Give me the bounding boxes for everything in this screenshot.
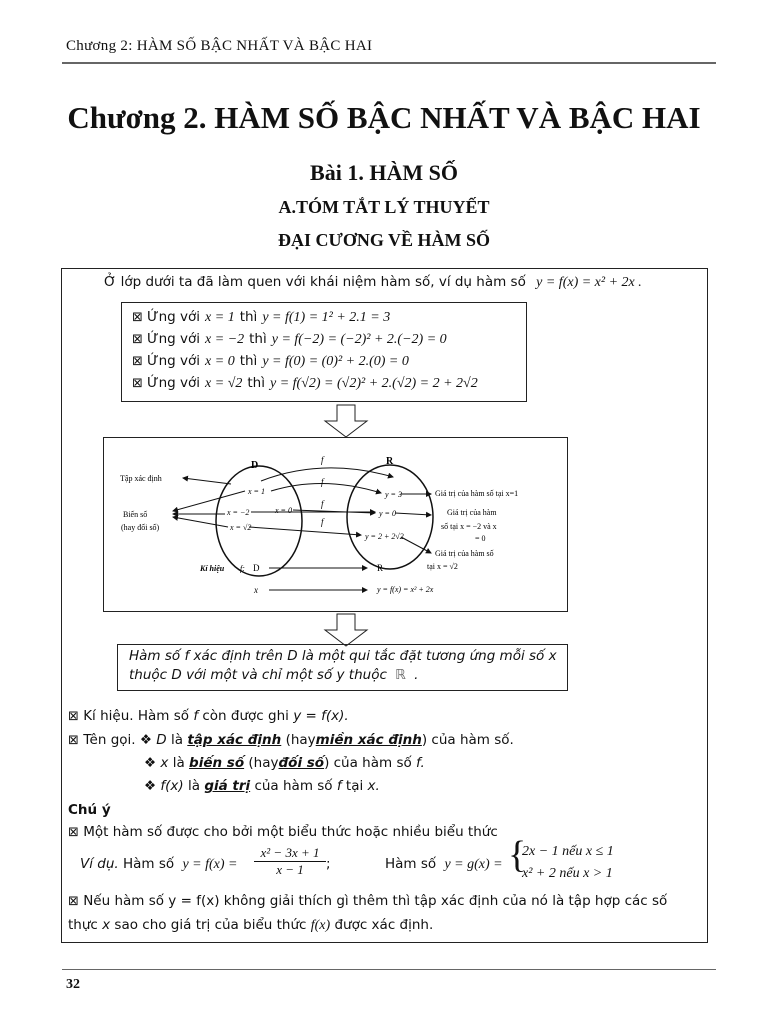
label-bien-so: Biến số	[123, 510, 148, 519]
boxed-cross-icon: ⊠	[132, 376, 148, 391]
chu-y-line-2-text: Nếu hàm số y = f(x) không giải thích gì thêm thì tập xác định của nó là tập hợp các số	[83, 893, 668, 909]
definition-line-1: Hàm số f xác định trên D là một qui tắc đặt tương ứng mỗi số x	[129, 648, 557, 664]
fraction-denominator: x − 1	[276, 862, 304, 877]
label-ki-hieu-f: f:	[240, 564, 245, 573]
label-ki-hieu: Kí hiệu	[200, 564, 225, 573]
ham-so-label-2: Hàm số	[385, 856, 437, 872]
f-end: f.	[416, 755, 425, 771]
label-gia-tri-3a: Giá trị của hàm số	[435, 549, 494, 558]
bien-so-line	[144, 755, 425, 771]
boxed-cross-icon: ⊠	[68, 894, 79, 909]
boxed-cross-icon: ⊠	[132, 354, 148, 369]
line3-text: sao cho giá trị của biểu thức	[114, 917, 307, 933]
example-condition: x = 1	[205, 310, 235, 325]
example-row	[132, 375, 483, 392]
example-equation: y = f(√2) = (√2)² + 2.(√2) = 2 + 2√2	[270, 376, 478, 391]
boxed-cross-icon: ⊠	[132, 310, 148, 325]
chu-y-line-2	[68, 893, 667, 909]
label-map-y: y = f(x) = x² + 2x	[377, 585, 434, 594]
hay-2: (hay	[248, 755, 279, 771]
g-line	[385, 856, 503, 873]
x-value-1: x = 1	[248, 487, 265, 496]
page-number: 32	[66, 977, 80, 992]
example-prefix: Ứng với	[147, 353, 201, 369]
f-symbol: f	[336, 778, 342, 794]
example-then: thì	[239, 309, 258, 325]
la-3: là	[187, 778, 201, 794]
cua-ham-so-1: ) của hàm số.	[421, 732, 514, 748]
set-d-ellipse	[216, 466, 302, 576]
fraction	[254, 845, 326, 878]
y-value-3: y = 2 + 2√2	[365, 532, 404, 541]
boxed-cross-icon: ⊠	[68, 733, 79, 748]
section-title: A.TÓM TẮT LÝ THUYẾT	[278, 197, 490, 217]
lesson-title: Bài 1. HÀM SỐ	[310, 160, 458, 185]
line3-fx: f(x)	[310, 918, 331, 933]
fraction-numerator: x² − 3x + 1	[254, 845, 326, 862]
label-map-x: x	[254, 585, 258, 595]
label-tap-xac-dinh: Tập xác định	[120, 474, 162, 483]
footer-rule	[62, 969, 716, 970]
doi-so-term: đối số	[278, 755, 325, 771]
example-equation: y = f(1) = 1² + 2.1 = 3	[262, 310, 391, 325]
intro-text: Ở lớp dưới ta đã làm quen với khái niệm hàm số, ví dụ hàm số	[104, 274, 526, 290]
label-gia-tri-2c: = 0	[475, 534, 486, 543]
la-1: là	[170, 732, 184, 748]
chu-y-line-3	[68, 917, 433, 934]
vi-du-line	[80, 856, 238, 873]
x-value-2: x = −2	[227, 508, 250, 517]
example-condition: x = 0	[205, 354, 235, 369]
d-symbol: D	[156, 732, 167, 748]
notation-f: f	[193, 708, 199, 724]
example-row	[132, 353, 414, 370]
case-2: x² + 2 nếu x > 1	[522, 866, 613, 881]
cua-ham-so-2: ) của hàm số	[324, 755, 412, 771]
boxed-cross-icon: ⊠	[68, 709, 79, 724]
diamond-icon: ❖	[144, 778, 157, 794]
label-ki-hieu-r: R	[377, 563, 384, 573]
header-rule	[62, 62, 716, 64]
hay-1: (hay	[285, 732, 316, 748]
f-label-1: f	[321, 477, 324, 487]
example-row	[132, 331, 452, 348]
intro-line	[104, 274, 642, 291]
ham-so-label-1: Hàm số	[123, 856, 175, 872]
example-equation: y = f(−2) = (−2)² + 2.(−2) = 0	[271, 332, 447, 347]
example-then: thì	[249, 331, 267, 347]
example-condition: x = −2	[205, 332, 245, 347]
definition-line-2-text: thuộc D với một và chỉ một số y thuộc	[129, 667, 387, 683]
f-equation: y = f(x) =	[182, 857, 238, 872]
chu-y-line-1	[68, 824, 498, 840]
y-value-2: y = 0	[379, 509, 396, 518]
tap-xac-dinh-term: tập xác định	[187, 732, 282, 748]
example-equation: y = f(0) = (0)² + 2.(0) = 0	[262, 354, 409, 369]
label-ki-hieu-d: D	[253, 563, 260, 573]
notation-eq: y = f(x).	[293, 708, 349, 724]
boxed-cross-icon: ⊠	[132, 332, 148, 347]
notation-ki-hieu: Kí hiệu. Hàm số	[83, 708, 190, 724]
f-label-top: f	[321, 455, 324, 465]
x-value-3: x = 0	[275, 506, 292, 515]
fx-symbol: f(x)	[160, 778, 184, 794]
label-gia-tri-2a: Giá trị của hàm	[447, 508, 497, 517]
definition-line-2	[129, 667, 418, 683]
example-prefix: Ứng với	[147, 375, 201, 391]
fraction-semicolon: ;	[326, 856, 331, 872]
bien-so-term: biến số	[189, 755, 245, 771]
set-d-label: D	[251, 460, 259, 471]
g-equation: y = g(x) =	[444, 857, 503, 872]
example-then: thì	[239, 353, 258, 369]
example-row	[132, 309, 395, 326]
example-prefix: Ứng với	[147, 331, 201, 347]
mien-xac-dinh-term: miền xác định	[315, 732, 422, 748]
ten-goi-label: Tên gọi.	[83, 732, 136, 748]
chu-y-line-1-text: Một hàm số được cho bởi một biểu thức hoặc nhiều biểu thức	[83, 824, 498, 840]
notation-line	[68, 708, 349, 724]
line3-thuc: thực	[68, 917, 98, 933]
chapter-title: Chương 2. HÀM SỐ BẬC NHẤT VÀ BẬC HAI	[67, 100, 701, 135]
x-symbol: x	[160, 755, 169, 771]
label-gia-tri-1: Giá trị của hàm số tại x=1	[435, 489, 519, 498]
brace-icon: {	[508, 834, 527, 876]
mapping-diagram	[103, 437, 568, 612]
case-1: 2x − 1 nếu x ≤ 1	[522, 844, 614, 859]
line3-x: x	[102, 917, 111, 933]
f-label-3: f	[321, 517, 324, 527]
example-then: thì	[247, 375, 265, 391]
gia-tri-line	[144, 778, 380, 794]
example-condition: x = √2	[205, 376, 243, 391]
tai: tại	[345, 778, 364, 794]
down-arrow-icon	[323, 404, 369, 438]
subsection-title: ĐẠI CƯƠNG VỀ HÀM SỐ	[277, 230, 490, 250]
label-gia-tri-3b: tại x = √2	[427, 562, 458, 571]
vi-du-label: Ví dụ.	[80, 856, 119, 872]
x-end: x.	[367, 778, 380, 794]
chu-y-heading: Chú ý	[68, 802, 111, 818]
down-arrow-icon	[323, 613, 369, 647]
set-r-symbol: ℝ	[395, 667, 406, 683]
x-value-4: x = √2	[230, 523, 252, 532]
cua-ham-so-3: của hàm số	[254, 778, 333, 794]
set-r-label: R	[386, 456, 394, 467]
example-prefix: Ứng với	[147, 309, 201, 325]
line3-end: được xác định.	[334, 917, 434, 933]
intro-formula: y = f(x) = x² + 2x .	[536, 275, 642, 290]
y-value-1: y = 3	[385, 490, 402, 499]
running-header: Chương 2: HÀM SỐ BẬC NHẤT VÀ BẬC HAI	[66, 38, 373, 54]
diamond-icon: ❖	[144, 755, 157, 771]
diamond-icon: ❖	[139, 732, 152, 748]
gia-tri-term: giá trị	[204, 778, 251, 794]
definition-end: .	[414, 667, 419, 683]
boxed-cross-icon: ⊠	[68, 825, 79, 840]
label-gia-tri-2b: số tại x = −2 và x	[441, 522, 497, 531]
f-label-2: f	[321, 499, 324, 509]
label-hay-doi-so: (hay đối số)	[121, 523, 160, 532]
ten-goi-line	[68, 732, 514, 748]
notation-rest: còn được ghi	[202, 708, 289, 724]
la-2: là	[172, 755, 185, 771]
